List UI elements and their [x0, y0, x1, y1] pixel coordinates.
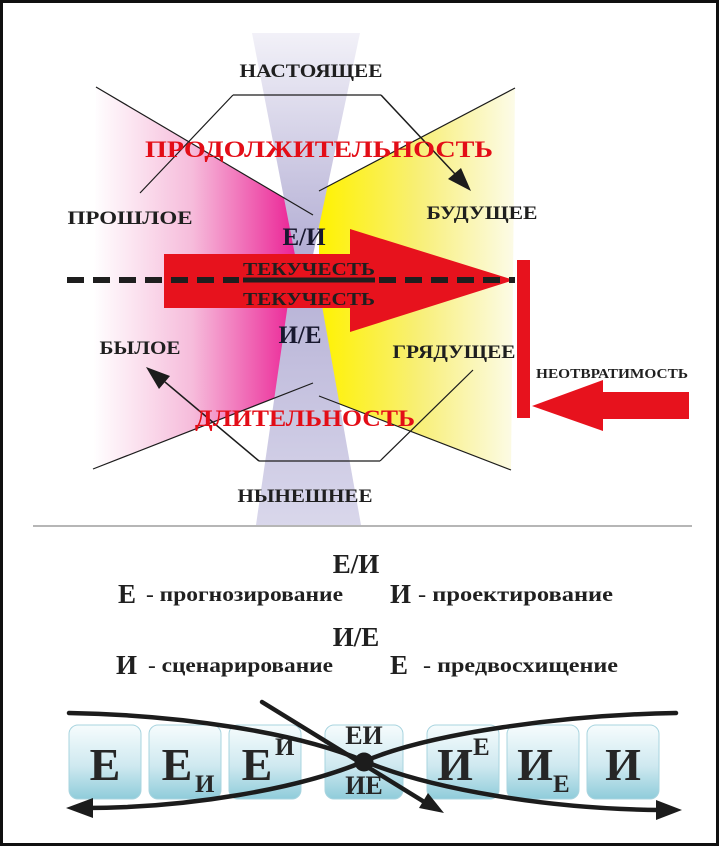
box-i-sup-e-script: Е	[473, 734, 490, 761]
box-center-top-label: ЕИ	[345, 721, 383, 750]
box-i-label: И	[605, 739, 641, 790]
coming-label: ГРЯДУЩЕЕ	[392, 342, 516, 363]
box-i-sup-e-main: И	[437, 739, 473, 790]
legend	[116, 549, 618, 680]
duration-bottom-label: ДЛИТЕЛЬНОСТЬ	[195, 406, 415, 431]
legend-ei-header: Е/И	[332, 549, 380, 579]
box-e-sup-i-main: Е	[241, 739, 273, 790]
box-i-sub-e-main: И	[517, 739, 553, 790]
left-arrowhead-icon	[66, 798, 93, 818]
duration-top-label: ПРОДОЛЖИТЕЛЬНОСТЬ	[145, 137, 493, 162]
present-label: НАСТОЯЩЕЕ	[239, 61, 383, 82]
time-diagram-svg	[3, 3, 716, 843]
box-e-sub-i-script: И	[195, 771, 215, 798]
sequence-diagram	[66, 702, 682, 820]
legend-ei-desc-1: - проектирование	[418, 584, 614, 606]
legend-ie-letter-1: Е	[390, 650, 409, 680]
ei-label: Е/И	[282, 224, 326, 251]
inevitability-bar	[517, 260, 530, 418]
box-center-bottom-label: ИЕ	[345, 771, 383, 800]
inevitability-label: НЕОТВРАТИМОСТЬ	[536, 366, 689, 381]
legend-ie-letter-0: И	[116, 650, 138, 680]
box-e-sub-i-main: Е	[161, 739, 193, 790]
past-label: ПРОШЛОЕ	[67, 208, 193, 229]
legend-ie-desc-0: - сценарирование	[148, 655, 334, 677]
fluidity-bottom-label: ТЕКУЧЕСТЬ	[243, 289, 376, 309]
legend-ei-letter-1: И	[390, 579, 412, 609]
inevitability-arrow-icon	[532, 380, 689, 431]
fluidity-top-label: ТЕКУЧЕСТЬ	[243, 259, 376, 279]
legend-ie-desc-1: - предвосхищение	[423, 655, 619, 677]
time-figure	[67, 33, 689, 525]
legend-ei-desc-0: - прогнозирование	[146, 584, 344, 606]
legend-ie-header: И/Е	[332, 622, 380, 652]
future-label: БУДУЩЕЕ	[426, 203, 538, 224]
bygone-label: БЫЛОЕ	[99, 338, 181, 359]
box-e-sup-i-script: И	[275, 734, 295, 761]
box-e-label: Е	[89, 739, 121, 790]
right-arrowhead-icon	[656, 800, 682, 820]
current-label: НЫНЕШНЕЕ	[237, 486, 373, 507]
legend-ei-letter-0: Е	[118, 579, 137, 609]
crossing-dot-icon	[355, 753, 374, 772]
ie-label: И/Е	[278, 322, 322, 349]
box-i-sub-e-script: Е	[553, 771, 570, 798]
